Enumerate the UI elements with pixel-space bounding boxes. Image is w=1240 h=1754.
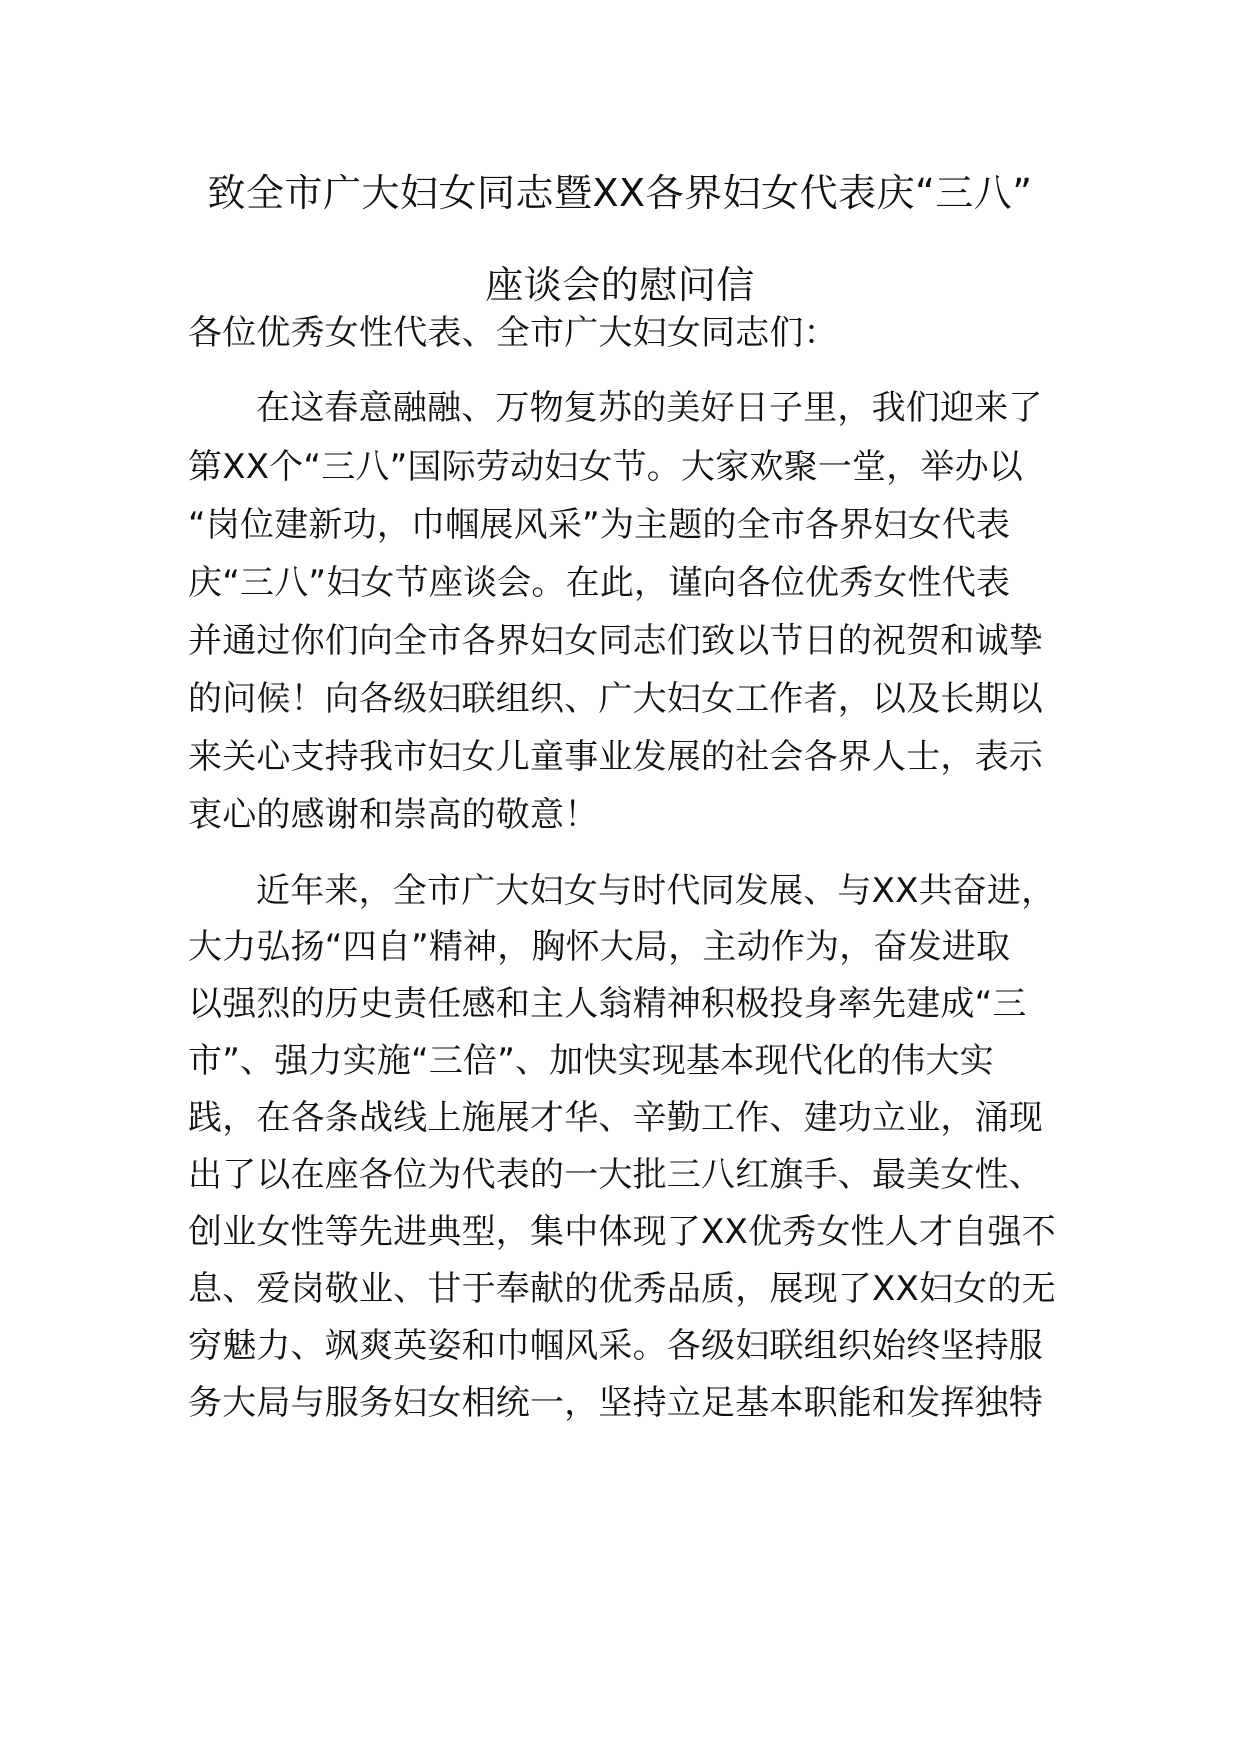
paragraph-2-line: 大力弘扬“四自”精神，胸怀大局，主动作为，奋发进取: [188, 927, 1011, 967]
paragraph-2-line: 市”、强力实施“三倍”、加快实现基本现代化的伟大实: [188, 1041, 994, 1081]
document-title-line-2: 座谈会的慰问信: [485, 263, 755, 307]
paragraph-2-line: 创业女性等先进典型，集中体现了XX优秀女性人才自强不: [188, 1212, 1056, 1252]
paragraph-2-line: 务大局与服务妇女相统一，坚持立足基本职能和发挥独特: [188, 1383, 1043, 1423]
paragraph-1-line: 第XX个“三八”国际劳动妇女节。大家欢聚一堂，举办以: [188, 447, 1024, 487]
paragraph-1-line: 的问候！向各级妇联组织、广大妇女工作者，以及长期以: [188, 679, 1043, 719]
document-title-line-1: 致全市广大妇女同志暨XX各界妇女代表庆“三八”: [207, 171, 1033, 215]
paragraph-2-line: 以强烈的历史责任感和主人翁精神积极投身率先建成“三: [188, 984, 1027, 1024]
paragraph-1-line: 庆“三八”妇女节座谈会。在此，谨向各位优秀女性代表: [188, 563, 1011, 603]
paragraph-1-line: 衷心的感谢和崇高的敬意！: [188, 795, 599, 835]
paragraph-1-line: 来关心支持我市妇女儿童事业发展的社会各界人士，表示: [188, 737, 1043, 777]
paragraph-1-line: 并通过你们向全市各界妇女同志们致以节日的祝贺和诚挚: [188, 621, 1043, 661]
paragraph-2-line: 穷魅力、飒爽英姿和巾帼风采。各级妇联组织始终坚持服: [188, 1326, 1043, 1366]
paragraph-2-line: 息、爱岗敬业、甘于奉献的优秀品质，展现了XX妇女的无: [188, 1269, 1056, 1309]
salutation: 各位优秀女性代表、全市广大妇女同志们：: [188, 313, 838, 353]
paragraph-2-line: 践，在各条战线上施展才华、辛勤工作、建功立业，涌现: [188, 1098, 1043, 1138]
paragraph-2-line: 近年来，全市广大妇女与时代同发展、与XX共奋进，: [256, 871, 1056, 911]
paragraph-2-line: 出了以在座各位为代表的一大批三八红旗手、最美女性、: [188, 1155, 1043, 1195]
paragraph-1-line: 在这春意融融、万物复苏的美好日子里，我们迎来了: [256, 388, 1043, 428]
paragraph-1-line: “岗位建新功，巾帼展风采”为主题的全市各界妇女代表: [188, 505, 1011, 545]
